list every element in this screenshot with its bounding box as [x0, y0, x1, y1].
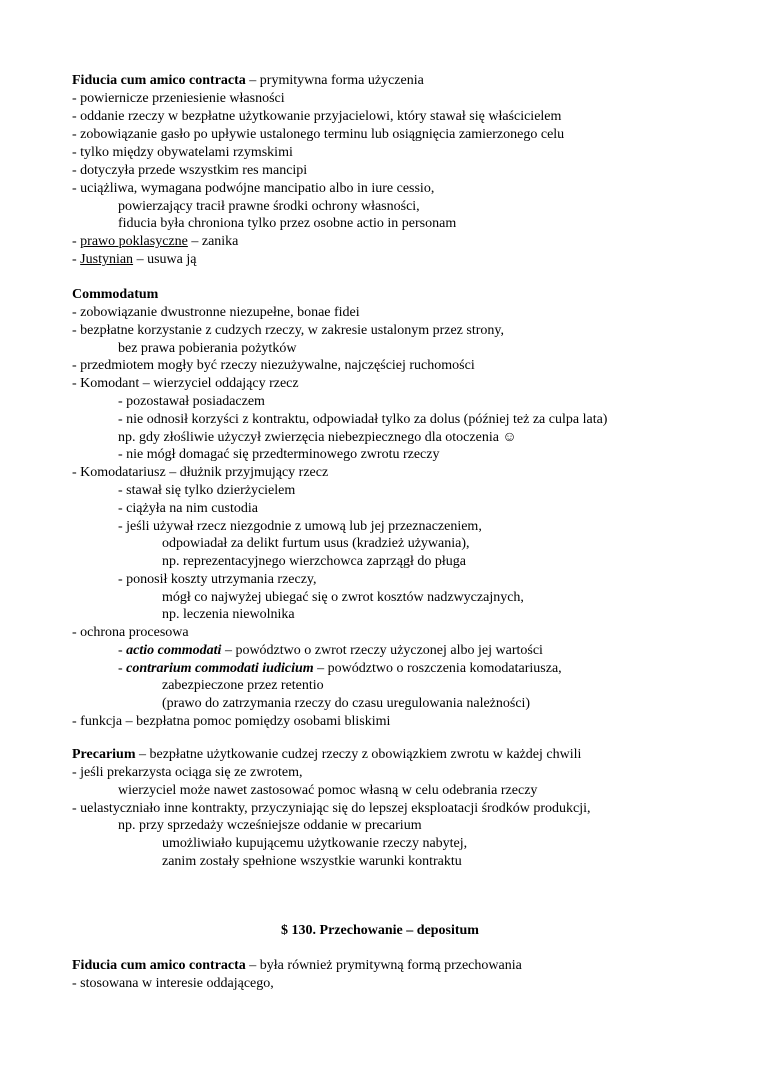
precarium-line: - uelastyczniało inne kontrakty, przyczyniając się do lepszej eksploatacji środków produkcji, — [72, 801, 591, 816]
fiducia-poklasyczne-line — [72, 233, 238, 250]
commodatum-line: - ochrona procesowa — [72, 625, 189, 640]
commodatum-title: Commodatum — [72, 287, 159, 302]
commodatum-contrarium-line — [118, 660, 562, 677]
dash: - — [72, 234, 81, 249]
commodatum-line: mógł co najwyżej ubiegać się o zwrot kosztów nadzwyczajnych, — [162, 590, 524, 605]
commodatum-line: - bezpłatne korzystanie z cudzych rzeczy, w zakresie ustalonym przez strony, — [72, 323, 504, 338]
fiducia2-heading-line — [72, 957, 522, 974]
commodatum-line: - Komodant – wierzyciel oddający rzecz — [72, 376, 299, 391]
commodatum-line: odpowiadał za delikt furtum usus (kradzież używania), — [162, 536, 470, 551]
actio-rest: – powództwo o zwrot rzeczy użyczonej albo jej wartości — [221, 643, 543, 658]
fiducia-justynian-line — [72, 251, 196, 268]
commodatum-line: - przedmiotem mogły być rzeczy niezużywalne, najczęściej ruchomości — [72, 358, 475, 373]
precarium-title: Precarium — [72, 747, 136, 762]
fiducia-line: - powiernicze przeniesienie własności — [72, 91, 285, 106]
commodatum-line: - stawał się tylko dzierżycielem — [118, 483, 296, 498]
poklasyczne-term: prawo poklasyczne — [80, 234, 188, 249]
commodatum-line: (prawo do zatrzymania rzeczy do czasu uregulowania należności) — [162, 696, 531, 711]
commodatum-line: bez prawa pobierania pożytków — [118, 341, 297, 356]
justynian-rest: – usuwa ją — [133, 252, 197, 267]
fiducia2-title-rest: – była również prymitywną formą przechowania — [245, 958, 522, 973]
contrarium-rest: – powództwo o roszczenia komodatariusza, — [313, 661, 562, 676]
precarium-line: umożliwiało kupującemu użytkowanie rzeczy nabytej, — [162, 836, 468, 851]
commodatum-line: np. leczenia niewolnika — [162, 607, 295, 622]
precarium-line: wierzyciel może nawet zastosować pomoc własną w celu odebrania rzeczy — [118, 783, 538, 798]
poklasyczne-rest: – zanika — [187, 234, 239, 249]
fiducia-heading-line — [72, 72, 424, 89]
precarium-title-rest: – bezpłatne użytkowanie cudzej rzeczy z obowiązkiem zwrotu w każdej chwili — [135, 747, 582, 762]
fiducia2-title: Fiducia cum amico contracta — [72, 958, 246, 973]
fiducia-line: - uciążliwa, wymagana podwójne mancipatio albo in iure cessio, — [72, 181, 435, 196]
fiducia-line: - dotyczyła przede wszystkim res mancipi — [72, 163, 308, 178]
dash: - — [118, 643, 127, 658]
contrarium-term: contrarium commodati iudicium — [126, 661, 314, 676]
actio-commodati-term: actio commodati — [126, 643, 222, 658]
fiducia-line: - zobowiązanie gasło po upływie ustalonego terminu lub osiągnięcia zamierzonego celu — [72, 127, 565, 142]
commodatum-line: - ciążyła na nim custodia — [118, 501, 258, 516]
precarium-line: np. przy sprzedaży wcześniejsze oddanie w precarium — [118, 818, 422, 833]
justynian-term: Justynian — [80, 252, 134, 267]
fiducia-line: - oddanie rzeczy w bezpłatne użytkowanie przyjacielowi, który stawał się właścicielem — [72, 109, 562, 124]
fiducia-line: fiducia była chroniona tylko przez osobne actio in personam — [118, 216, 457, 231]
commodatum-line: - nie mógł domagać się przedterminowego zwrotu rzeczy — [118, 447, 440, 462]
precarium-line: - jeśli prekarzysta ociąga się ze zwrotem, — [72, 765, 303, 780]
commodatum-line: - Komodatariusz – dłużnik przyjmujący rzecz — [72, 465, 329, 480]
commodatum-line: np. gdy złośliwie użyczył zwierzęcia niebezpiecznego dla otoczenia ☺ — [118, 430, 517, 445]
commodatum-line: - ponosił koszty utrzymania rzeczy, — [118, 572, 317, 587]
commodatum-line: np. reprezentacyjnego wierzchowca zaprzągł do pługa — [162, 554, 466, 569]
commodatum-line: - pozostawał posiadaczem — [118, 394, 265, 409]
fiducia2-line: - stosowana w interesie oddającego, — [72, 976, 274, 991]
dash: - — [118, 661, 127, 676]
dash: - — [72, 252, 81, 267]
commodatum-line: - nie odnosił korzyści z kontraktu, odpowiadał tylko za dolus (później też za culpa lata) — [118, 412, 608, 427]
fiducia-line: powierzający tracił prawne środki ochrony własności, — [118, 199, 420, 214]
section-heading: $ 130. Przechowanie – depositum — [281, 923, 479, 938]
commodatum-actio-line — [118, 642, 543, 659]
commodatum-line: - jeśli używał rzecz niezgodnie z umową lub jej przeznaczeniem, — [118, 519, 482, 534]
fiducia-title-rest: – prymitywna forma użyczenia — [245, 73, 424, 88]
precarium-heading-line — [72, 746, 581, 763]
fiducia-line: - tylko między obywatelami rzymskimi — [72, 145, 293, 160]
commodatum-line: - funkcja – bezpłatna pomoc pomiędzy osobami bliskimi — [72, 714, 391, 729]
commodatum-line: - zobowiązanie dwustronne niezupełne, bonae fidei — [72, 305, 360, 320]
precarium-line: zanim zostały spełnione wszystkie warunki kontraktu — [162, 854, 462, 869]
fiducia-title: Fiducia cum amico contracta — [72, 73, 246, 88]
commodatum-line: zabezpieczone przez retentio — [162, 678, 324, 693]
